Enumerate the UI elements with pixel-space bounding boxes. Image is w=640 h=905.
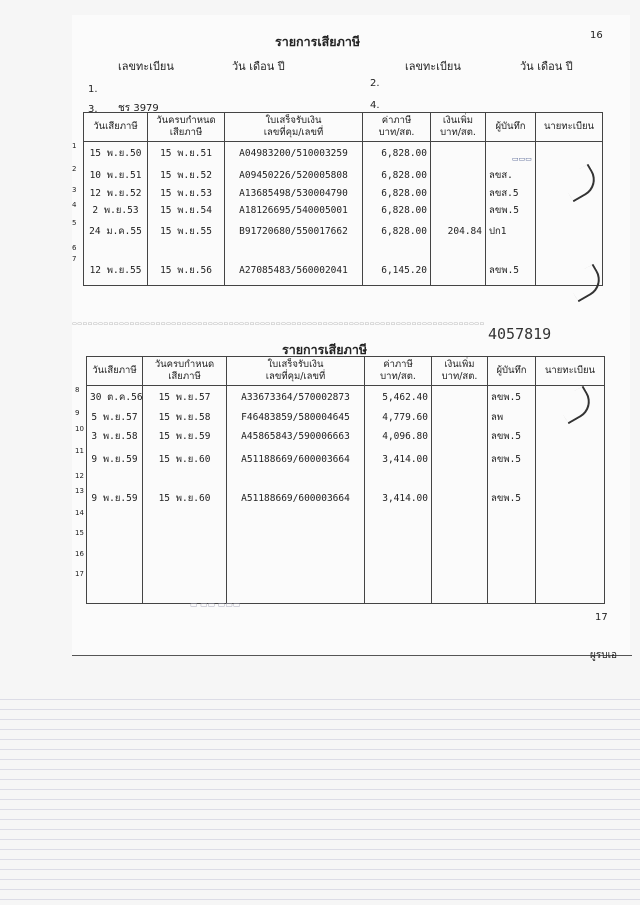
cell-due [143,447,227,472]
cell-rec [486,255,536,286]
ruled-background [0,690,640,905]
cell-rec [486,165,536,186]
cell-text: 5 พ.ย.57 [91,411,138,423]
row-number: 12 [75,472,84,480]
cell-extra [432,509,488,529]
watermark-strip: ▭▭▭▭▭▭▭▭▭▭▭▭▭▭▭▭▭▭▭▭▭▭▭▭▭▭▭▭▭▭▭▭▭▭▭▭▭▭▭▭▭▭▭▭▭▭▭▭▭▭▭▭▭▭▭▭▭▭▭▭▭▭▭▭▭▭▭▭▭▭▭▭▭▭▭▭▭▭▭ [72,321,485,327]
row-number: 6 [72,244,77,252]
cell-due [143,570,227,604]
cell-rec [488,509,536,529]
cell-extra [431,244,486,255]
table-row [84,244,603,255]
cell-reg [536,244,603,255]
cell-tax [363,201,431,219]
cell-text: A33673364/570002873 [241,392,350,403]
cell-text: A45865843/590006663 [241,430,350,442]
cell-text: ลขส.5 [489,188,519,199]
cell-text: 15 พ.ย.52 [160,170,212,181]
cell-text: A18126695/540005001 [239,204,348,216]
cell-tax [365,487,432,509]
row-number: 8 [75,386,80,394]
date-label-left: วัน เดือน ปี [232,60,285,73]
row-number: 16 [75,550,84,558]
cell-text: 15 พ.ย.50 [89,148,142,159]
cell-reg [536,447,605,472]
cut-off-text: ผูรบเอ [590,650,618,661]
cell-reg [536,529,605,550]
cell-text: 15 พ.ย.53 [160,188,212,199]
reg-label-right: เลขทะเบียน [405,60,461,73]
cell-tax [365,409,432,425]
cell-text: 5,462.40 [382,392,428,403]
cell-paid [72,165,148,186]
cell-rec [488,550,536,570]
tax-table-bottom [75,356,605,604]
cell-tax [365,386,432,410]
cell-text: ลขพ.5 [489,264,520,276]
cell-receipt [227,570,365,604]
cell-receipt [227,447,365,472]
cell-text: 6,828.00 [381,226,427,237]
row-number: 5 [72,219,77,227]
cell-text: 12 พ.ย.52 [89,188,142,199]
cell-text: 15 พ.ย.54 [160,204,212,216]
col-receipt: ใบเสร็จรับเงิน เลขที่คุม/เลขที่ [225,113,363,142]
index-3: 3. [88,104,98,115]
cell-text: ลขพ.5 [491,392,522,403]
cell-due [148,186,225,201]
col-extra: เงินเพิ่ม บาท/สต. [432,357,488,386]
cell-paid [72,201,148,219]
table-row [87,509,605,529]
cell-paid [75,550,143,570]
cell-text: ลขพ.5 [489,204,520,216]
row-number: 15 [75,529,84,537]
cell-rec [488,472,536,487]
table-row [84,201,603,219]
cell-paid [72,255,148,286]
row-number: 13 [75,487,84,495]
cell-paid [75,529,143,550]
cell-text: ปก1 [489,226,507,237]
cell-text: 2 พ.ย.53 [92,204,139,216]
cell-due [148,201,225,219]
col-recorder: ผู้บันทึก [486,113,536,142]
cell-tax [363,142,431,166]
cell-due [148,165,225,186]
cell-due [143,386,227,410]
cell-text: 9 พ.ย.59 [91,454,138,465]
section-title-top: รายการเสียภาษี [275,34,361,49]
cell-extra [432,550,488,570]
cell-extra [432,425,488,447]
cell-text: B91720680/550017662 [239,226,348,237]
table-row [87,447,605,472]
official-stamp-icon: ▭▭▭ [512,155,532,163]
cell-rec [488,409,536,425]
cell-text: 6,828.00 [381,148,427,159]
row-number: 4 [72,201,77,209]
cell-paid [75,447,143,472]
cell-paid [72,142,148,166]
cell-text: 15 พ.ย.57 [158,392,211,403]
cell-text: A13685498/530004790 [239,188,348,199]
cell-text: 4,096.80 [382,430,428,442]
cell-paid [75,386,143,410]
cell-paid [75,409,143,425]
row-number: 14 [75,509,84,517]
section-title-bottom: รายการเสียภาษี [282,342,368,357]
row-number: 3 [72,186,77,194]
table-row [87,386,605,410]
date-label-right: วัน เดือน ปี [520,60,573,73]
cell-text: 4,779.60 [382,411,428,423]
row-number: 9 [75,409,80,417]
row-number: 1 [72,142,77,150]
index-1: 1. [88,84,98,95]
cell-extra [432,472,488,487]
cell-receipt [227,472,365,487]
cell-tax [365,425,432,447]
cell-receipt [225,165,363,186]
cell-text: 15 พ.ย.58 [158,411,211,423]
cell-reg [536,487,605,509]
cell-text: 15 พ.ย.60 [158,492,211,504]
table-row [87,409,605,425]
cell-text: 6,828.00 [381,170,427,181]
table-row [87,472,605,487]
cell-reg [536,142,603,166]
col-registrar: นายทะเบียน [536,357,605,386]
reg-label-left: เลขทะเบียน [118,60,174,73]
col-tax: ค่าภาษี บาท/สต. [365,357,432,386]
cell-text: 204.84 [447,226,482,237]
row-number: 7 [72,255,77,263]
col-paid-date: วันเสียภาษี [87,357,143,386]
page-number-bottom: 17 [595,612,608,623]
cell-text: A27085483/560002041 [239,264,348,276]
cell-tax [365,472,432,487]
cell-due [143,487,227,509]
cell-paid [75,472,143,487]
cell-due [143,425,227,447]
cell-text: 24 ม.ค.55 [89,226,142,237]
cell-rec [486,244,536,255]
faded-stamp-icon: ▭ ▭▭ ▭▭▭ [190,600,241,609]
cell-text: 6,828.00 [381,204,427,216]
cell-rec [488,529,536,550]
cell-paid [72,244,148,255]
cell-rec [488,447,536,472]
cell-text: 30 ต.ค.56 [90,392,143,403]
cell-text: 10 พ.ย.51 [89,170,142,181]
cell-extra [432,487,488,509]
cell-text: 3 พ.ย.58 [91,430,138,442]
cell-extra [431,255,486,286]
cell-text: ลขส. [489,170,513,181]
cell-receipt [225,255,363,286]
cell-text: 3,414.00 [382,454,428,465]
index-4: 4. [370,100,380,111]
table-row [84,186,603,201]
cell-receipt [227,487,365,509]
cell-receipt [227,509,365,529]
cell-extra [432,386,488,410]
row-number: 2 [72,165,77,173]
cell-paid [75,509,143,529]
table-row [84,219,603,244]
cell-rec [486,186,536,201]
cell-reg [536,201,603,219]
cell-extra [431,142,486,166]
cell-extra [432,447,488,472]
cell-tax [365,550,432,570]
cell-reg [536,425,605,447]
tax-table-top [72,112,603,286]
cell-extra [431,165,486,186]
cell-tax [365,509,432,529]
serial-number: 4057819 [488,325,552,343]
col-due-date: วันครบกำหนด เสียภาษี [148,113,225,142]
table-row [87,529,605,550]
cell-rec [488,570,536,604]
cell-rec [486,201,536,219]
col-registrar: นายทะเบียน [536,113,603,142]
cell-text: 15 พ.ย.55 [160,226,212,237]
cell-receipt [225,244,363,255]
page-number-top: 16 [590,30,603,41]
cell-tax [363,219,431,244]
cell-text: 3,414.00 [382,492,428,504]
col-recorder: ผู้บันทึก [488,357,536,386]
cell-rec [488,425,536,447]
row-number: 17 [75,570,84,578]
cell-text: ลพ [491,411,504,423]
cell-text: F46483859/580004645 [241,411,350,423]
table-row [84,255,603,286]
cell-tax [363,186,431,201]
cell-receipt [227,550,365,570]
cell-text: A51188669/600003664 [241,492,350,504]
cell-receipt [225,142,363,166]
cell-tax [363,244,431,255]
cell-due [148,255,225,286]
cell-text: ลขพ.5 [491,454,522,465]
cell-text: 15 พ.ย.56 [160,264,212,276]
table-row [87,570,605,604]
cell-receipt [227,386,365,410]
col-extra: เงินเพิ่ม บาท/สต. [431,113,486,142]
cell-tax [363,165,431,186]
col-receipt: ใบเสร็จรับเงิน เลขที่คุม/เลขที่ [227,357,365,386]
cell-due [143,409,227,425]
cell-due [143,550,227,570]
divider [72,655,632,656]
cell-due [143,509,227,529]
cell-text: 15 พ.ย.60 [158,454,211,465]
col-due-date: วันครบกำหนด เสียภาษี [143,357,227,386]
cell-reg [536,570,605,604]
cell-tax [365,529,432,550]
cell-text: ลขพ.5 [491,492,522,504]
cell-text: A09450226/520005808 [239,170,348,181]
cell-text: 12 พ.ย.55 [89,264,142,276]
cell-receipt [227,529,365,550]
cell-extra [431,219,486,244]
cell-rec [488,487,536,509]
row-number: 11 [75,447,84,455]
row-number: 10 [75,425,84,433]
table-row [87,487,605,509]
cell-paid [75,487,143,509]
cell-due [148,244,225,255]
cell-paid [72,186,148,201]
cell-extra [432,409,488,425]
cell-text: 15 พ.ย.59 [158,430,211,442]
cell-extra [431,186,486,201]
table-row [87,550,605,570]
cell-extra [432,570,488,604]
index-2: 2. [370,78,380,89]
cell-extra [432,529,488,550]
cell-tax [365,570,432,604]
cell-paid [75,570,143,604]
cell-receipt [225,186,363,201]
col-tax: ค่าภาษี บาท/สต. [363,113,431,142]
cell-receipt [225,219,363,244]
cell-due [143,472,227,487]
plate-number: ชร 3979 [118,103,159,114]
cell-due [148,219,225,244]
cell-receipt [225,201,363,219]
cell-tax [363,255,431,286]
col-paid-date: วันเสียภาษี [84,113,148,142]
cell-paid [75,425,143,447]
cell-receipt [227,409,365,425]
cell-text: A51188669/600003664 [241,454,350,465]
cell-reg [536,550,605,570]
cell-reg [536,472,605,487]
cell-text: A04983200/510003259 [239,148,348,159]
cell-text: 15 พ.ย.51 [160,148,212,159]
cell-text: 6,145.20 [381,264,427,276]
cell-receipt [227,425,365,447]
cell-text: ลขพ.5 [491,430,522,442]
cell-paid [72,219,148,244]
cell-due [143,529,227,550]
cell-rec [488,386,536,410]
table-row [84,165,603,186]
table-row [87,425,605,447]
cell-extra [431,201,486,219]
cell-due [148,142,225,166]
cell-text: 6,828.00 [381,188,427,199]
cell-reg [536,509,605,529]
cell-reg [536,219,603,244]
cell-rec [486,219,536,244]
cell-tax [365,447,432,472]
cell-text: 9 พ.ย.59 [91,492,138,504]
